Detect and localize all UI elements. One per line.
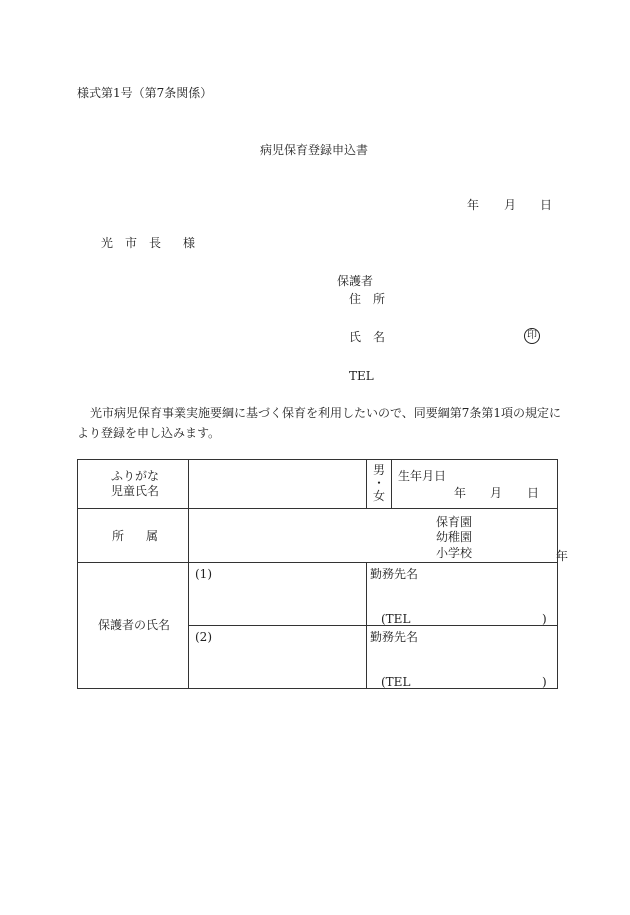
addressee-honorific: 様 (183, 236, 196, 250)
name-label-char-2: 名 (373, 330, 386, 344)
affiliation-row (78, 509, 558, 563)
guardian-2-workplace-label: 勤務先名 (370, 630, 419, 644)
child-label-cell (78, 460, 189, 509)
form-number: 様式第1号（第7条関係） (77, 86, 213, 100)
guardian-2-tel-close: ) (542, 675, 547, 689)
child-name-input[interactable] (189, 460, 367, 509)
date-year: 年 (467, 198, 480, 212)
address-label-char-2: 所 (373, 292, 386, 306)
affiliation-option-elementary: 小学校 (436, 546, 473, 560)
guardian-1-index: (1) (195, 567, 212, 581)
addressee-char-3: 長 (149, 236, 162, 250)
guardian-1-tel-close: ) (542, 612, 547, 626)
child-name-label: 児童氏名 (111, 484, 160, 498)
affiliation-label-cell (78, 509, 189, 563)
affiliation-label-char-1: 所 (112, 529, 125, 543)
address-label-char-1: 住 (349, 292, 362, 306)
date-month: 月 (504, 198, 517, 212)
guardian-label: 保護者 (337, 274, 374, 288)
sex-cell[interactable] (367, 460, 392, 509)
affiliation-option-kindergarten: 幼稚園 (436, 530, 473, 544)
affiliation-label-char-2: 属 (146, 529, 159, 543)
guardian-label-cell (78, 563, 189, 689)
body-text-line-2: より登録を申し込みます。 (77, 426, 221, 440)
addressee-char-2: 市 (125, 236, 138, 250)
birth-day: 日 (527, 486, 540, 500)
sex-separator: ・ (373, 476, 386, 490)
registration-table (77, 459, 569, 689)
guardian-2-tel-open: (TEL (381, 675, 411, 689)
tel-label: TEL (349, 369, 374, 383)
guardian-1-workplace-label: 勤務先名 (370, 567, 419, 581)
guardian-1-workplace-input[interactable] (367, 563, 558, 626)
document-title: 病児保育登録申込書 (260, 143, 369, 157)
affiliation-option-nursery: 保育園 (436, 515, 473, 529)
sex-male: 男 (373, 463, 386, 477)
body-text-line-1: 光市病児保育事業実施要綱に基づく保育を利用したいので、同要綱第7条第1項の規定に (90, 406, 562, 420)
affiliation-grade-suffix: 年 (556, 549, 569, 563)
addressee-char-1: 光 (101, 236, 114, 250)
guardian-1-tel-open: (TEL (381, 612, 411, 626)
birth-year: 年 (454, 486, 467, 500)
guardian-names-label: 保護者の氏名 (98, 618, 171, 632)
birth-month: 月 (490, 486, 503, 500)
guardian-2-index: (2) (195, 630, 212, 644)
guardian-2-workplace-input[interactable] (367, 626, 558, 689)
guardian-row-1 (78, 563, 558, 626)
birthdate-label: 生年月日 (398, 469, 447, 483)
birthdate-cell[interactable] (392, 460, 558, 509)
child-row (78, 460, 558, 509)
sex-female: 女 (373, 489, 386, 503)
furigana-label: ふりがな (111, 469, 160, 483)
date-day: 日 (540, 198, 553, 212)
seal-mark: 印 (524, 328, 540, 344)
name-label-char-1: 氏 (349, 330, 362, 344)
guardian-1-name-input[interactable] (189, 563, 367, 626)
affiliation-input[interactable] (189, 509, 569, 563)
guardian-2-name-input[interactable] (189, 626, 367, 689)
